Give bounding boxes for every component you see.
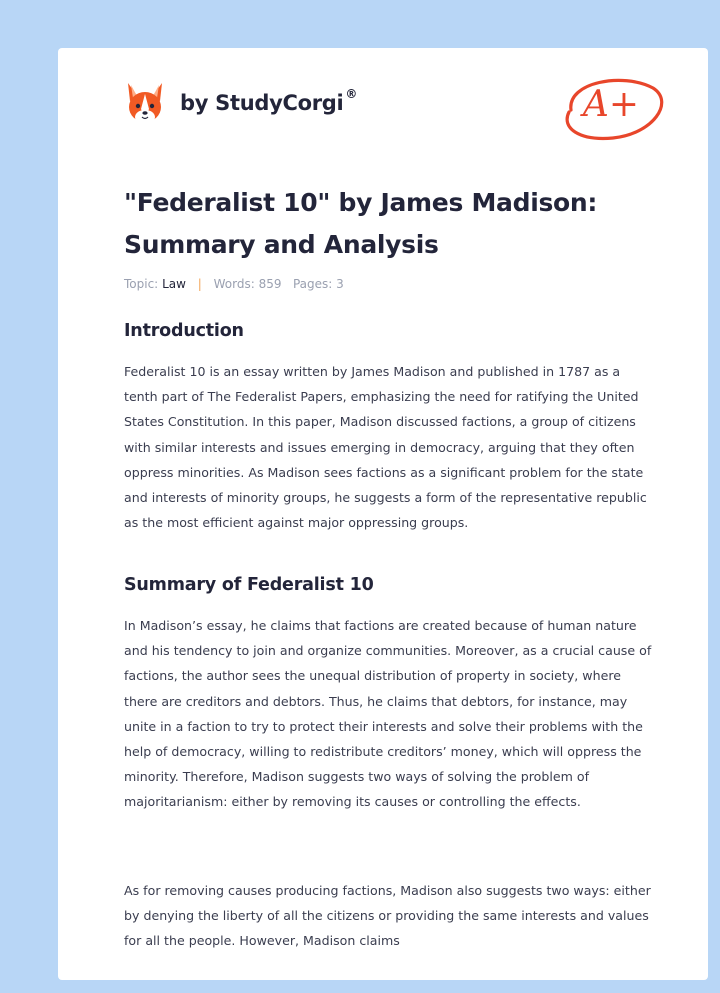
introduction-paragraph: Federalist 10 is an essay written by James Madison and published in 1787 as a tenth part of The Federalist Papers, emphasizing the need for ratifying the United States Constitution. In this paper, Madison discussed factions, a group of citizens with similar interests and issues emerging in democracy, arguing that they often oppress minorities. As Madison sees factions as a significant problem for the state and interests of minority groups, he suggests a form of the representative republic as the most efficient against major oppressing groups.: [124, 364, 647, 531]
corgi-icon: [124, 79, 166, 127]
svg-text:A+: A+: [582, 84, 640, 125]
studycorgi-logo[interactable]: [124, 78, 357, 128]
pages-label: Pages:: [292, 277, 333, 291]
topic-link[interactable]: Law: [162, 277, 186, 291]
section-heading-introduction: Introduction: [124, 321, 244, 341]
document-page: [58, 48, 708, 980]
summary-paragraph-2: As for removing causes producing factions, Madison also suggests two ways: either by denying the liberty of all the citizens or providing the same interests and values for all the people. However, Madison claims: [124, 883, 651, 949]
meta-separator: |: [197, 277, 202, 291]
grade-badge: [553, 70, 669, 142]
summary-paragraph-1: In Madison’s essay, he claims that factions are created because of human nature and his tendency to join and organize communities. Moreover, as a crucial cause of factions, the author sees the unequal distribution of property in society, where there are creditors and debtors. Thus, he claims that debtors, for instance, may unite in a faction to try to protect their interests and solve their problems with the help of democracy, willing to redistribute creditors’ money, which will oppress the minority. Therefore, Madison suggests two ways of solving the problem of majoritarianism: either by removing its causes or controlling the effects.: [124, 618, 652, 810]
words-label: Words:: [213, 277, 255, 291]
section-heading-summary: Summary of Federalist 10: [124, 575, 374, 595]
document-title: "Federalist 10" by James Madison: Summary and Analysis: [124, 188, 598, 259]
document-meta: [124, 277, 344, 291]
topic-label: Topic:: [124, 277, 159, 291]
words-value: 859: [258, 277, 282, 291]
pages-value: 3: [336, 277, 344, 291]
brand-name: by StudyCorgi ®: [180, 87, 358, 115]
